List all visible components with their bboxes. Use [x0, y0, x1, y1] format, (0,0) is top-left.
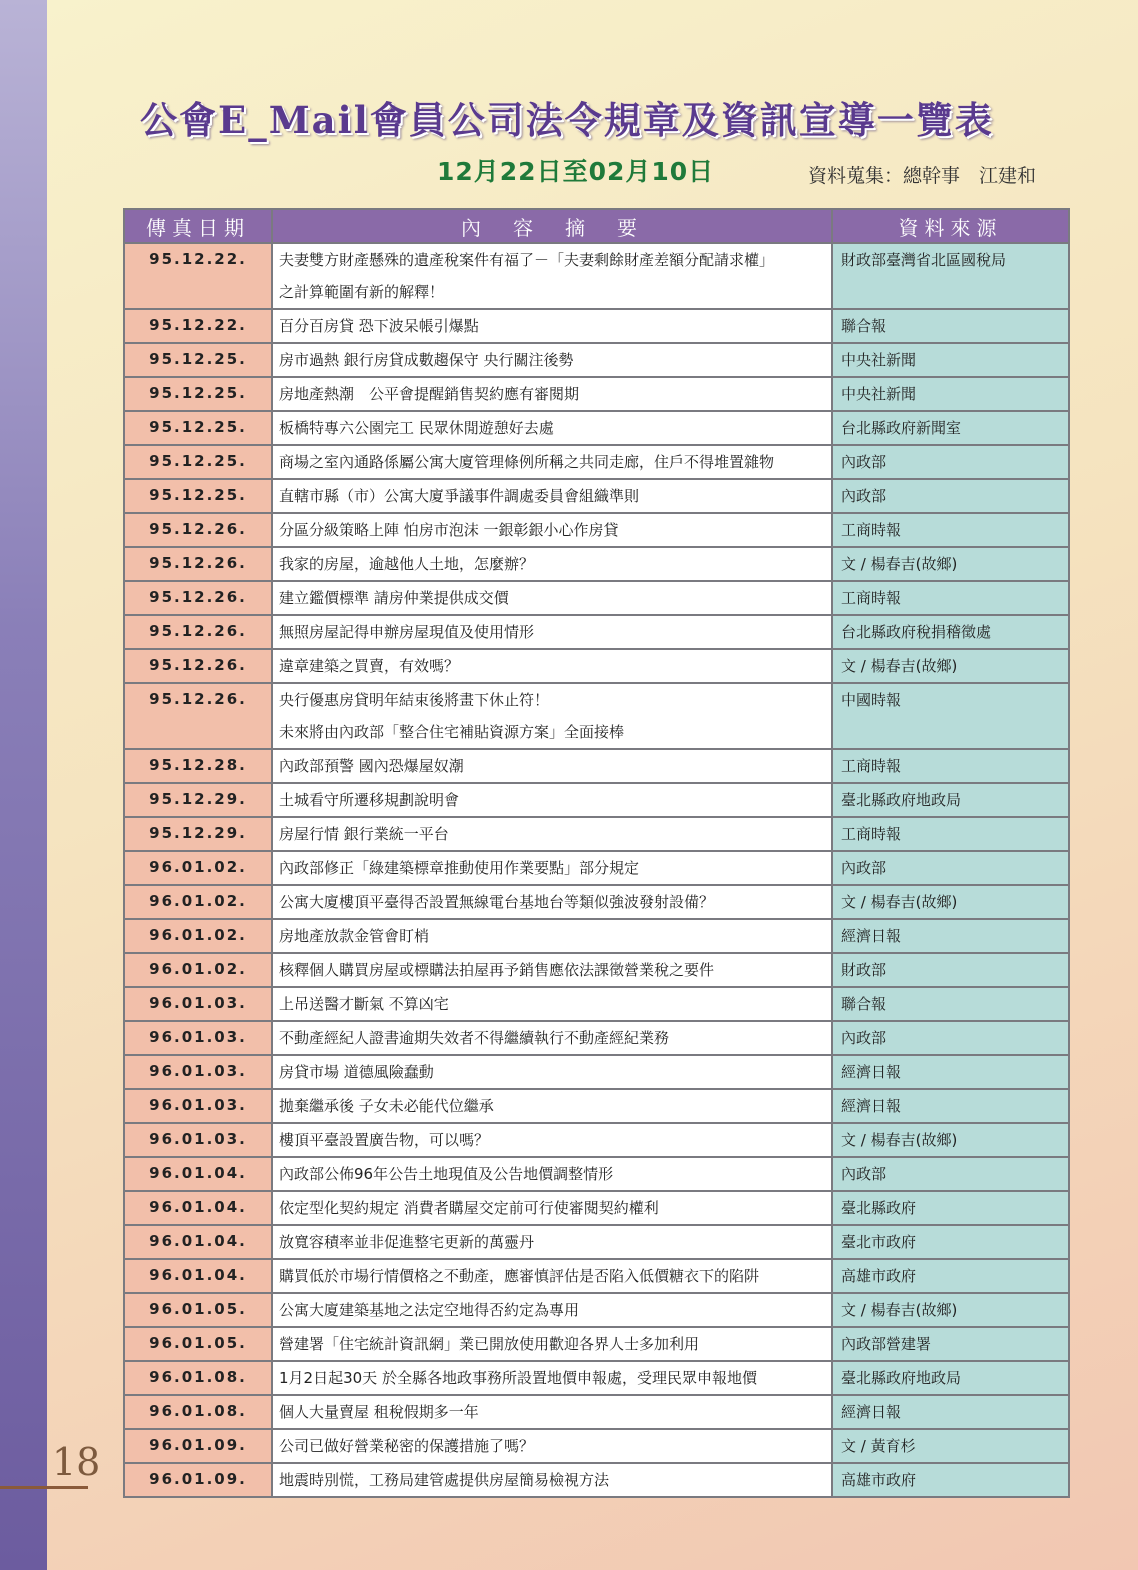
summary-cell: [272, 1395, 832, 1429]
source-cell: 內政部: [832, 851, 1069, 885]
fax-date-cell: 95.12.26.: [124, 547, 272, 581]
source-cell: 文 / 黃育杉: [832, 1429, 1069, 1463]
summary-cell: [272, 783, 832, 817]
fax-date-cell: 96.01.04.: [124, 1191, 272, 1225]
table-row: [124, 1021, 1069, 1055]
table-row: [124, 1293, 1069, 1327]
table-row: [124, 1225, 1069, 1259]
summary-cell: [272, 615, 832, 649]
table-row: [124, 1089, 1069, 1123]
source-cell: 工商時報: [832, 749, 1069, 783]
fax-date-cell: 96.01.02.: [124, 953, 272, 987]
summary-cell: [272, 1361, 832, 1395]
summary-text: 土城看守所遷移規劃說明會: [279, 791, 460, 809]
table-row: [124, 1055, 1069, 1089]
summary-cell: [272, 953, 832, 987]
table-row: [124, 919, 1069, 953]
table-row: [124, 1463, 1069, 1497]
fax-date-cell: 95.12.26.: [124, 615, 272, 649]
source-cell: 臺北縣政府地政局: [832, 1361, 1069, 1395]
table-row: [124, 243, 1069, 309]
source-cell: 高雄市政府: [832, 1259, 1069, 1293]
summary-text: 建立鑑價標準 請房仲業提供成交價: [279, 589, 509, 607]
summary-text: 公寓大廈樓頂平臺得否設置無線電台基地台等類似強波發射設備？: [279, 893, 715, 911]
table-row: [124, 817, 1069, 851]
table-row: [124, 885, 1069, 919]
summary-cell: [272, 411, 832, 445]
header-row: [124, 209, 1069, 243]
table-row: [124, 851, 1069, 885]
source-cell: 中國時報: [832, 683, 1069, 749]
source-cell: 內政部: [832, 1021, 1069, 1055]
source-cell: 工商時報: [832, 513, 1069, 547]
fax-date-cell: 95.12.25.: [124, 411, 272, 445]
fax-date-cell: 96.01.04.: [124, 1157, 272, 1191]
summary-text: 依定型化契約規定 消費者購屋交定前可行使審閱契約權利: [279, 1199, 659, 1217]
bulletin-table: [123, 208, 1070, 1498]
summary-cell: [272, 919, 832, 953]
source-cell: 文 / 楊春吉(故鄉): [832, 547, 1069, 581]
table-row: [124, 749, 1069, 783]
source-cell: 臺北縣政府: [832, 1191, 1069, 1225]
fax-date-cell: 96.01.08.: [124, 1361, 272, 1395]
source-cell: 聯合報: [832, 309, 1069, 343]
table-row: [124, 615, 1069, 649]
fax-date-cell: 95.12.29.: [124, 783, 272, 817]
source-cell: 文 / 楊春吉(故鄉): [832, 885, 1069, 919]
source-cell: 內政部: [832, 445, 1069, 479]
column-header-summary: 內 容 摘 要: [272, 209, 832, 243]
summary-text: 房屋行情 銀行業統一平台: [279, 825, 449, 843]
summary-cell: [272, 581, 832, 615]
table-row: [124, 1327, 1069, 1361]
summary-text: 個人大量賣屋 租稅假期多一年: [279, 1403, 479, 1421]
source-cell: 財政部臺灣省北區國稅局: [832, 243, 1069, 309]
source-cell: 經濟日報: [832, 1055, 1069, 1089]
summary-text: 拋棄繼承後 子女未必能代位繼承: [279, 1097, 494, 1115]
summary-cell: [272, 377, 832, 411]
summary-cell: [272, 1021, 832, 1055]
fax-date-cell: 95.12.25.: [124, 343, 272, 377]
table-row: [124, 649, 1069, 683]
column-header-date: 傳真日期: [124, 209, 272, 243]
table-row: [124, 377, 1069, 411]
fax-date-cell: 95.12.22.: [124, 309, 272, 343]
fax-date-cell: 96.01.03.: [124, 1021, 272, 1055]
summary-cell: [272, 1089, 832, 1123]
summary-cell: [272, 1055, 832, 1089]
summary-text: 地震時別慌，工務局建管處提供房屋簡易檢視方法: [279, 1471, 610, 1489]
summary-cell: [272, 1123, 832, 1157]
summary-text: 房市過熱 銀行房貸成數趨保守 央行關注後勢: [279, 351, 574, 369]
summary-cell: [272, 683, 832, 749]
summary-text: 1月2日起30天 於全縣各地政事務所設置地價申報處，受理民眾申報地價: [279, 1369, 757, 1387]
summary-text: 購買低於市場行情價格之不動產，應審慎評估是否陷入低價糖衣下的陷阱: [279, 1267, 760, 1285]
summary-text: 公司已做好營業秘密的保護措施了嗎？: [279, 1437, 535, 1455]
summary-cell: [272, 649, 832, 683]
table-row: [124, 987, 1069, 1021]
summary-text: 百分百房貸 恐下波呆帳引爆點: [279, 317, 479, 335]
fax-date-cell: 96.01.03.: [124, 987, 272, 1021]
fax-date-cell: 96.01.04.: [124, 1225, 272, 1259]
source-cell: 經濟日報: [832, 919, 1069, 953]
summary-text: 上吊送醫才斷氣 不算凶宅: [279, 995, 449, 1013]
fax-date-cell: 95.12.26.: [124, 513, 272, 547]
source-cell: 台北縣政府新聞室: [832, 411, 1069, 445]
source-cell: 文 / 楊春吉(故鄉): [832, 1293, 1069, 1327]
summary-cell: [272, 749, 832, 783]
fax-date-cell: 95.12.29.: [124, 817, 272, 851]
table-row: [124, 547, 1069, 581]
summary-cell: [272, 1157, 832, 1191]
page-number: 18: [52, 1440, 101, 1484]
source-cell: 中央社新聞: [832, 377, 1069, 411]
source-cell: 高雄市政府: [832, 1463, 1069, 1497]
source-cell: 臺北縣政府地政局: [832, 783, 1069, 817]
fax-date-cell: 95.12.26.: [124, 649, 272, 683]
source-cell: 臺北市政府: [832, 1225, 1069, 1259]
fax-date-cell: 96.01.09.: [124, 1463, 272, 1497]
page-title: 公會E_Mail會員公司法令規章及資訊宣導一覽表: [140, 98, 994, 142]
source-cell: 文 / 楊春吉(故鄉): [832, 1123, 1069, 1157]
summary-text-continued: 之計算範圍有新的解釋！: [279, 283, 445, 301]
table-row: [124, 683, 1069, 749]
summary-cell: [272, 547, 832, 581]
page-number-rule: [0, 1486, 88, 1489]
compiler-credit: 資料蒐集：總幹事 江建和: [808, 165, 1037, 187]
summary-cell: [272, 1259, 832, 1293]
fax-date-cell: 96.01.02.: [124, 919, 272, 953]
summary-text: 放寬容積率並非促進整宅更新的萬靈丹: [279, 1233, 535, 1251]
table-row: [124, 1259, 1069, 1293]
table-row: [124, 309, 1069, 343]
source-cell: 工商時報: [832, 581, 1069, 615]
fax-date-cell: 95.12.26.: [124, 683, 272, 749]
fax-date-cell: 96.01.03.: [124, 1089, 272, 1123]
source-cell: 經濟日報: [832, 1395, 1069, 1429]
summary-cell: [272, 1293, 832, 1327]
summary-text: 無照房屋記得申辦房屋現值及使用情形: [279, 623, 535, 641]
summary-cell: [272, 1191, 832, 1225]
table-row: [124, 1361, 1069, 1395]
summary-text: 內政部修正「綠建築標章推動使用作業要點」部分規定: [279, 859, 640, 877]
date-range: 12月22日至02月10日: [437, 157, 715, 186]
table-row: [124, 1395, 1069, 1429]
summary-text: 公寓大廈建築基地之法定空地得否約定為專用: [279, 1301, 580, 1319]
fax-date-cell: 96.01.03.: [124, 1055, 272, 1089]
table-row: [124, 479, 1069, 513]
summary-text: 房貸市場 道德風險蠢動: [279, 1063, 434, 1081]
summary-cell: [272, 851, 832, 885]
fax-date-cell: 95.12.28.: [124, 749, 272, 783]
fax-date-cell: 96.01.05.: [124, 1293, 272, 1327]
summary-text: 房地產熱潮 公平會提醒銷售契約應有審閱期: [279, 385, 580, 403]
fax-date-cell: 95.12.22.: [124, 243, 272, 309]
source-cell: 文 / 楊春吉(故鄉): [832, 649, 1069, 683]
fax-date-cell: 95.12.25.: [124, 445, 272, 479]
table-row: [124, 1157, 1069, 1191]
summary-text: 不動產經紀人證書逾期失效者不得繼續執行不動產經紀業務: [279, 1029, 670, 1047]
summary-text: 樓頂平臺設置廣告物，可以嗎？: [279, 1131, 490, 1149]
summary-text: 我家的房屋，逾越他人土地，怎麼辦？: [279, 555, 535, 573]
table-row: [124, 411, 1069, 445]
summary-text: 央行優惠房貸明年結束後將畫下休止符！: [279, 691, 550, 709]
fax-date-cell: 96.01.03.: [124, 1123, 272, 1157]
summary-cell: [272, 885, 832, 919]
source-cell: 內政部: [832, 479, 1069, 513]
column-header-source: 資料來源: [832, 209, 1069, 243]
source-cell: 經濟日報: [832, 1089, 1069, 1123]
summary-cell: [272, 513, 832, 547]
source-cell: 內政部: [832, 1157, 1069, 1191]
summary-cell: [272, 479, 832, 513]
summary-text: 核釋個人購買房屋或標購法拍屋再予銷售應依法課徵營業稅之要件: [279, 961, 715, 979]
summary-cell: [272, 1463, 832, 1497]
summary-cell: [272, 1327, 832, 1361]
fax-date-cell: 96.01.05.: [124, 1327, 272, 1361]
summary-text-continued: 未來將由內政部「整合住宅補貼資源方案」全面接棒: [279, 723, 625, 741]
summary-cell: [272, 445, 832, 479]
source-cell: 中央社新聞: [832, 343, 1069, 377]
summary-text: 夫妻雙方財產懸殊的遺產稅案件有福了－「夫妻剩餘財產差額分配請求權」: [279, 251, 775, 269]
fax-date-cell: 95.12.26.: [124, 581, 272, 615]
table-row: [124, 581, 1069, 615]
table-row: [124, 513, 1069, 547]
table-row: [124, 1429, 1069, 1463]
fax-date-cell: 96.01.02.: [124, 885, 272, 919]
summary-text: 內政部公佈96年公告土地現值及公告地價調整情形: [279, 1165, 614, 1183]
source-cell: 台北縣政府稅捐稽徵處: [832, 615, 1069, 649]
source-cell: 財政部: [832, 953, 1069, 987]
side-bar: [0, 0, 47, 1570]
summary-cell: [272, 343, 832, 377]
table-body: [124, 243, 1069, 1497]
fax-date-cell: 96.01.04.: [124, 1259, 272, 1293]
summary-text: 違章建築之買賣，有效嗎？: [279, 657, 460, 675]
source-cell: 內政部營建署: [832, 1327, 1069, 1361]
table-row: [124, 445, 1069, 479]
fax-date-cell: 96.01.09.: [124, 1429, 272, 1463]
source-cell: 工商時報: [832, 817, 1069, 851]
fax-date-cell: 95.12.25.: [124, 479, 272, 513]
summary-text: 房地產放款金管會盯梢: [279, 927, 430, 945]
fax-date-cell: 96.01.02.: [124, 851, 272, 885]
summary-cell: [272, 987, 832, 1021]
table-row: [124, 1191, 1069, 1225]
summary-text: 商場之室內通路係屬公寓大廈管理條例所稱之共同走廊，住戶不得堆置雜物: [279, 453, 775, 471]
summary-cell: [272, 1225, 832, 1259]
summary-cell: [272, 1429, 832, 1463]
summary-text: 板橋特專六公園完工 民眾休閒遊憩好去處: [279, 419, 554, 437]
summary-cell: [272, 817, 832, 851]
table-row: [124, 343, 1069, 377]
summary-text: 分區分級策略上陣 怕房市泡沫 一銀彰銀小心作房貸: [279, 521, 619, 539]
fax-date-cell: 96.01.08.: [124, 1395, 272, 1429]
summary-text: 內政部預警 國內恐爆屋奴潮: [279, 757, 464, 775]
source-cell: 聯合報: [832, 987, 1069, 1021]
summary-cell: [272, 243, 832, 309]
summary-cell: [272, 309, 832, 343]
summary-text: 直轄市縣（市）公寓大廈爭議事件調處委員會組織準則: [279, 487, 640, 505]
table-row: [124, 953, 1069, 987]
table-row: [124, 1123, 1069, 1157]
summary-text: 營建署「住宅統計資訊網」業已開放使用歡迎各界人士多加利用: [279, 1335, 700, 1353]
table-row: [124, 783, 1069, 817]
fax-date-cell: 95.12.25.: [124, 377, 272, 411]
